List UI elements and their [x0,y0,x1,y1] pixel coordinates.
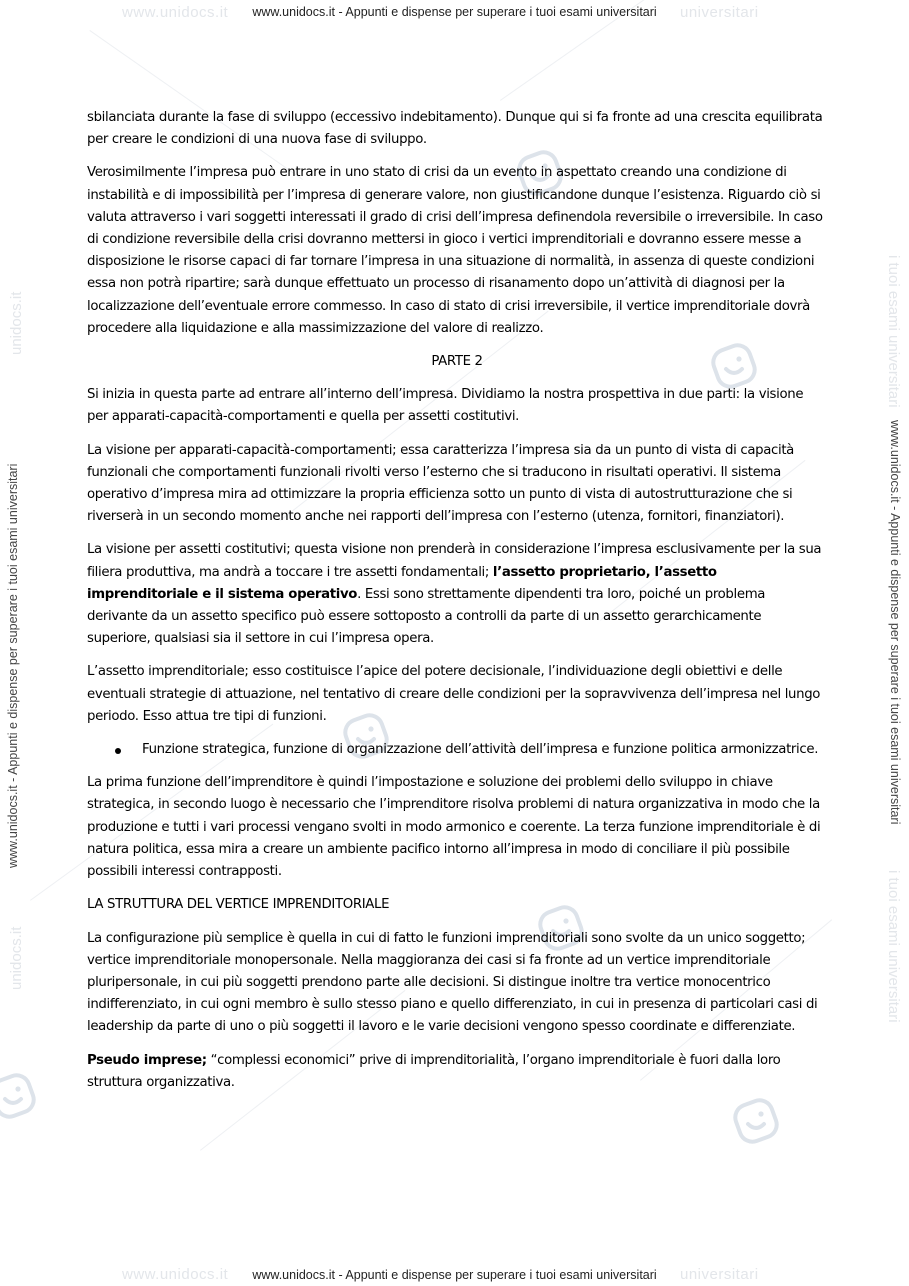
paragraph [87,539,827,650]
watermark-side-left: www.unidocs.it - Appunti e dispense per superare i tuoi esami universitari [6,463,20,868]
section-heading: LA STRUTTURA DEL VERTICE IMPRENDITORIALE [87,897,390,913]
list-item-text: Funzione strategica, funzione di organizzazione dell’attività dell’impresa e funzione politica armonizzatrice. [142,742,819,758]
watermark-ghost-text: universitari [680,4,759,21]
paragraph-text: La visione per assetti costitutivi; questa visione non prenderà in considerazione l’impresa esclusivamente per la sua filiera produttiva, ma andrà a toccare i tre assetti fondamentali; [87,542,822,580]
bold-text: Pseudo imprese; [87,1052,207,1068]
watermark-ghost-text: www.unidocs.it [122,1266,229,1283]
bold-text: l’assetto proprietario, l’assetto imprenditoriale e il sistema operativo [87,564,717,602]
paragraph-text: “complessi economici” prive di imprenditorialità, l’organo imprenditoriale è fuori dalla loro struttura organizzativa. [87,1052,781,1090]
unidocs-logo-icon [0,1073,36,1119]
watermark-footer: www.unidocs.it - Appunti e dispense per superare i tuoi esami universitari [252,1268,657,1282]
bullet-icon [115,748,121,754]
paragraph: Verosimilmente l’impresa può entrare in uno stato di crisi da un evento in aspettato creando una condizione di instabilità e di impossibilità per l’impresa di generare valore, non giustificandone dunque l’esistenza. Riguardo ciò si valuta attraverso i vari soggetti interessati il grado di crisi dell’impresa definendola reversibile o irreversibile. In caso di condizione reversibile della crisi dovranno mettersi in gioco i vertici imprenditoriali e dovranno essere messe a disposizione le risorse capaci di far tornare l’impresa in una situazione di normalità, in assenza di queste condizioni essa non potrà ripartire; sarà dunque effettuato un processo di risanamento dopo un’attività di diagnosi per la localizzazione dell’eventuale errore commesso. In caso di stato di crisi irreversibile, il vertice imprenditoriale dovrà procedere alla liquidazione e alla massimizzazione del valore di realizzo. [87,165,823,336]
paragraph: sbilanciata durante la fase di sviluppo (eccessivo indebitamento). Dunque qui si fa fronte ad una crescita equilibrata per creare le condizioni di una nuova fase di sviluppo. [87,110,823,148]
paragraph [87,1050,827,1094]
paragraph: L’assetto imprenditoriale; esso costituisce l’apice del potere decisionale, l’individuazione degli obiettivi e delle eventuali strategie di attuazione, nel tentativo di creare delle condizioni per la sopravvivenza dell’impresa nel lungo periodo. Esso attua tre tipi di funzioni. [87,664,821,724]
watermark-header: www.unidocs.it - Appunti e dispense per superare i tuoi esami universitari [252,5,657,19]
watermark-side-ghost: unidocs.it [8,291,25,355]
paragraph: La configurazione più semplice è quella in cui di fatto le funzioni imprenditoriali sono svolte da un unico soggetto; vertice imprenditoriale monopersonale. Nella maggioranza dei casi si fa fronte ad un vertice imprenditoriale pluripersonale, in cui più soggetti prendono parte alle decisioni. Si distingue inoltre tra vertice monocentrico indifferenziato, in cui ogni membro è sullo stesso piano e quello differenziato, in cui in presenza di particolari casi di leadership da parte di uno o più soggetti il lavoro e le varie decisioni vengono spesso coordinate e differenziate. [87,930,818,1035]
bullet-list [87,739,827,761]
paragraph: Si inizia in questa parte ad entrare all’interno dell’impresa. Dividiamo la nostra prospettiva in due parti: la visione per apparati-capacità-comportamenti e quella per assetti costitutivi. [87,387,804,425]
watermark-side-ghost: unidocs.it [8,926,25,990]
watermark-side-right: www.unidocs.it - Appunti e dispense per superare i tuoi esami universitari [888,420,902,825]
watermark-side-ghost: i tuoi esami universitari [885,870,902,1023]
watermark-ghost-text: www.unidocs.it [122,4,229,21]
watermark-side-ghost: i tuoi esami universitari [885,255,902,408]
watermark-ghost-text: universitari [680,1266,759,1283]
list-item [87,739,827,761]
section-heading: PARTE 2 [431,354,483,370]
document-body [87,107,827,1105]
paragraph: La visione per apparati-capacità-comportamenti; essa caratterizza l’impresa sia da un punto di vista di capacità funzionali che comportamenti funzionali rivolti verso l’esterno che si traducono in risultati operativi. Il sistema operativo d’impresa mira ad ottimizzare la propria efficienza sotto un punto di vista di autostrutturazione che si riverserà in un secondo momento anche nei rapporti dell’impresa con l’esterno (utenza, fornitori, finanziatori). [87,442,794,525]
paragraph: La prima funzione dell’imprenditore è quindi l’impostazione e soluzione dei problemi dello sviluppo in chiave strategica, in secondo luogo è necessario che l’imprenditore risolva problemi di natura organizzativa in modo che la produzione e tutti i vari processi vengano svolti in modo armonico e coerente. La terza funzione imprenditoriale è di natura politica, essa mira a creare un ambiente pacifico intorno all’impresa in modo di conciliare il più possibile possibili interessi contrapposti. [87,775,821,880]
paragraph-text: . Essi sono strettamente dipendenti tra loro, poiché un problema derivante da un assetto specifico può essere sottoposto a controlli da parte di un assetto gerarchicamente superiore, qualsiasi sia il settore in cui l’impresa opera. [87,586,766,647]
